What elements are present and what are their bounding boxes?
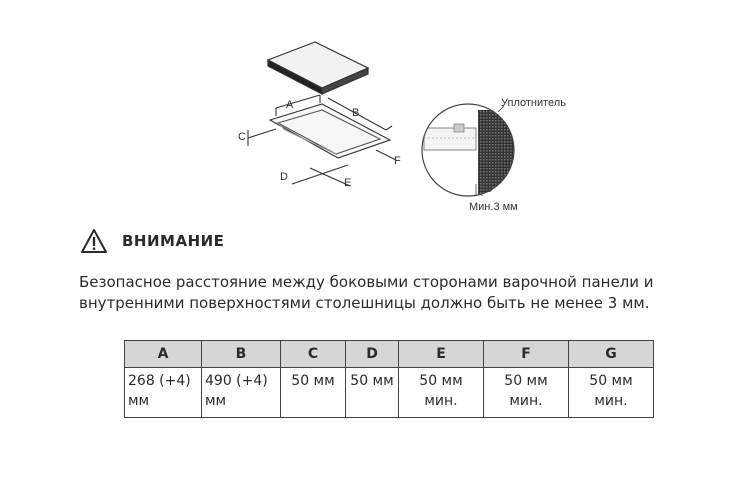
table-cell: 50 мм [346, 368, 399, 418]
warning-triangle-icon [80, 228, 108, 254]
table-header: C [281, 341, 346, 368]
label-c: C [238, 131, 246, 143]
hob-illustration [268, 42, 368, 94]
label-f: F [394, 155, 401, 167]
table-header: G [569, 341, 654, 368]
countertop-cutout [248, 95, 396, 186]
table-header: F [484, 341, 569, 368]
label-a: A [286, 99, 294, 111]
min-label: Мин.3 мм [469, 201, 518, 213]
table-header: E [399, 341, 484, 368]
table-cell: 50 мм мин. [484, 368, 569, 418]
table-cell: 268 (+4) мм [125, 368, 202, 418]
table-row [125, 368, 654, 418]
table-header: B [202, 341, 281, 368]
table-cell: 490 (+4) мм [202, 368, 281, 418]
installation-diagram [0, 0, 750, 220]
warning-text: Безопасное расстояние между боковыми сторонами варочной панели и внутренними поверхностями столешницы должно быть не менее 3 мм. [79, 273, 654, 312]
dimensions-table [124, 340, 654, 418]
table-header: A [125, 341, 202, 368]
seal-detail [420, 100, 523, 200]
table-cell: 50 мм [281, 368, 346, 418]
label-b: B [352, 107, 360, 119]
label-e: E [344, 177, 352, 189]
warning-header [80, 225, 224, 257]
seal-label: Уплотнитель [501, 97, 566, 109]
label-d: D [280, 171, 288, 183]
table-cell: 50 мм мин. [399, 368, 484, 418]
table-cell: 50 мм мин. [569, 368, 654, 418]
warning-title: ВНИМАНИЕ [122, 232, 225, 250]
label-g: G [484, 183, 493, 195]
table-header: D [346, 341, 399, 368]
table-header-row [125, 341, 654, 368]
